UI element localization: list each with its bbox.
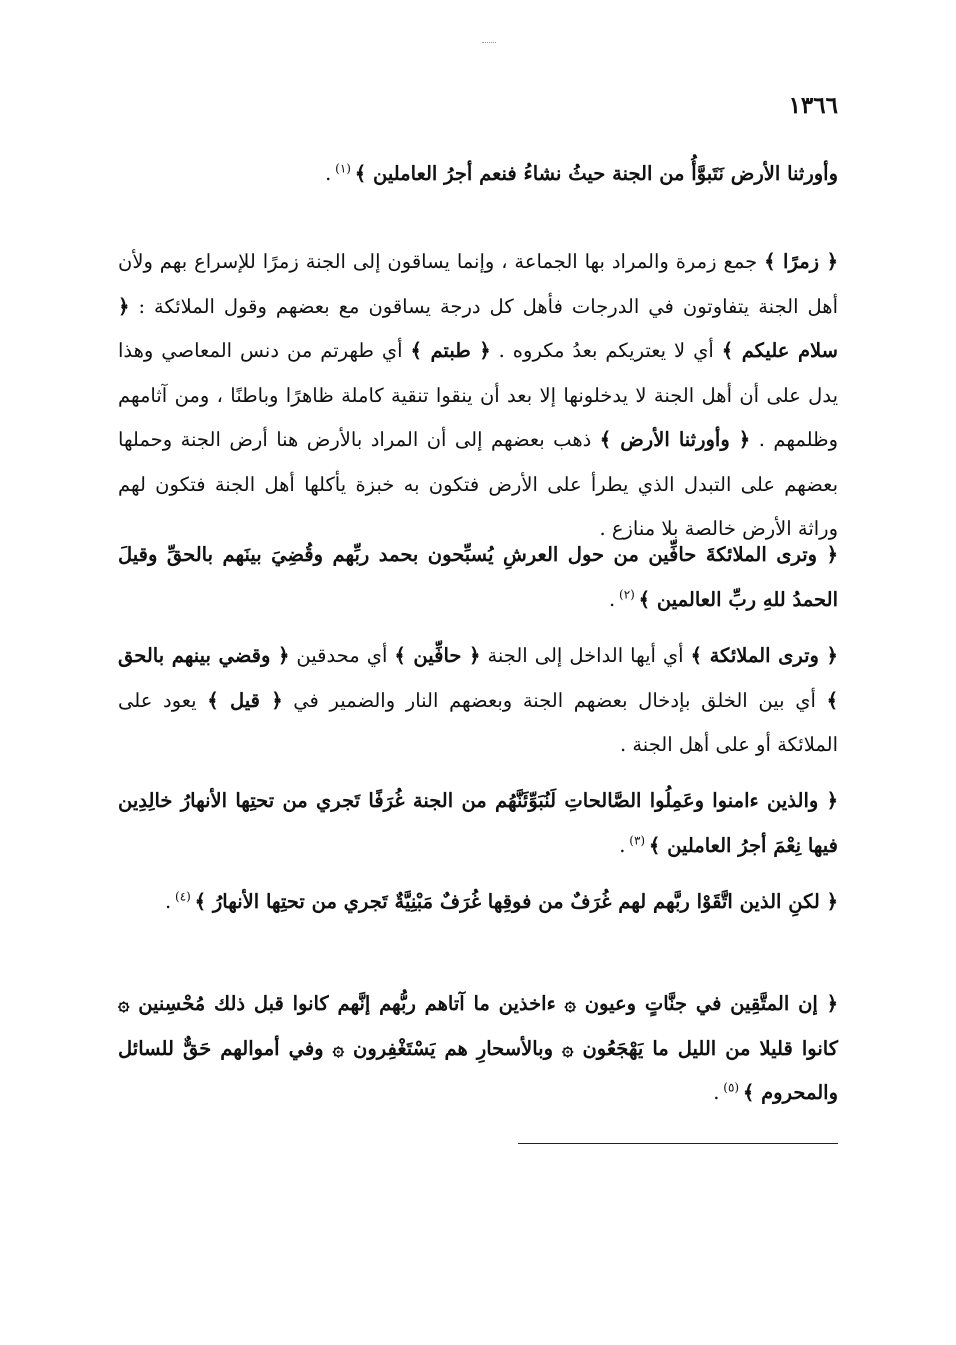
paragraph xyxy=(118,779,838,868)
quran-verse: ﴿ سلام عليكم ﴾ xyxy=(118,294,839,362)
commentary-text: يعود على الملائكة أو على أهل الجنة . xyxy=(118,688,838,756)
quran-verse: ﴿ لكنِ الذين اتَّقَوْا ربَّهم لهم غُرَفٌ من فوقِها غُرَفٌ مَبْنِيَّةٌ تَجري من تحتِها الأنهارُ ﴾ xyxy=(194,890,838,913)
commentary-text: . xyxy=(713,1081,720,1104)
quran-verse: ﴿ قيل ﴾ xyxy=(207,688,283,712)
footnote-reference: (٣) xyxy=(625,833,649,847)
quran-verse: ﴿ وترى الملائكة ﴾ xyxy=(690,644,838,667)
paragraph xyxy=(118,533,838,622)
commentary-text: أي أيها الداخل إلى الجنة xyxy=(480,644,691,667)
commentary-text: ذهب بعضهم إلى أن المراد بالأرض هنا أرض الجنة وحملها بعضهم على التبدل الذي يطرأ على الأرض فتكون به خبزة يأكلها أهل الجنة فتكون لهم وراثة الأرض خالصة بلا منازع . xyxy=(118,428,838,540)
commentary-text: أي محدقين xyxy=(289,644,395,667)
page-number: ١٣٦٦ xyxy=(788,92,838,119)
quran-verse: ﴿ حافِّين ﴾ xyxy=(394,644,481,667)
quran-verse: ﴿ وترى الملائكةَ حافِّين من حول العرشِ يُسبِّحون بحمد ربِّهم وقُضِيَ بينَهم بالحقِّ وقيلَ الحمدُ للهِ ربِّ العالمين ﴾ xyxy=(118,543,838,611)
commentary-text: جمع زمرة والمراد بها الجماعة ، وإنما يساقون إلى الجنة زمرًا للإسراع بهم ولأن أهل الجنة يتفاوتون في الدرجات فأهل كل درجة يساقون مع بعضهم وقول الملائكة : xyxy=(118,250,838,318)
paragraph xyxy=(118,982,838,1116)
quran-verse: ﴿ وقضي بينهم بالحق ﴾ xyxy=(118,644,838,712)
footnote-reference: (٥) xyxy=(719,1080,743,1095)
commentary-text: . xyxy=(609,587,616,611)
quran-verse: ﴿ وأورثنا الأرض ﴾ xyxy=(599,428,751,451)
paragraph xyxy=(118,152,838,197)
quran-verse: ﴿ زمرًا ﴾ xyxy=(764,250,839,273)
commentary-text: أي لا يعتريكم بعدُ مكروه . xyxy=(490,339,722,362)
scan-mark xyxy=(482,42,496,45)
footnote-reference: (١) xyxy=(331,161,355,176)
quran-verse: وأورثنا الأرض نَتَبوَّأُ من الجنة حيثُ نشاءُ فنعم أجرُ العاملين ﴾ xyxy=(354,162,838,185)
paragraph xyxy=(118,634,838,768)
footnote-reference: (٢) xyxy=(615,587,639,601)
footnote-reference: (٤) xyxy=(171,889,195,904)
commentary-text: . xyxy=(165,890,172,913)
commentary-text: أي طهرتم من دنس المعاصي وهذا يدل على أن أهل الجنة لا يدخلونها إلا بعد أن ينقوا تنقية كاملة ظاهرًا وباطنًا ، ومن آثامهم وظلمهم . xyxy=(118,339,838,451)
quran-verse: ﴿ والذين ءامنوا وعَمِلُوا الصَّالحاتِ لَنُبَوِّئَنَّهُم من الجنة غُرَفًا تَجري من تحتِها الأنهارُ خالِدِين فيها نِعْمَ أجرُ العاملين ﴾ xyxy=(118,789,838,857)
commentary-text: أي بين الخلق بإدخال بعضهم الجنة وبعضهم النار والضمير في xyxy=(282,688,827,712)
commentary-text: . xyxy=(325,162,332,185)
footnote-divider xyxy=(518,1143,838,1144)
paragraph xyxy=(118,880,838,925)
quran-verse: ﴿ إن المتَّقِين في جنَّاتٍ وعيون ۞ ءاخذين ما آتاهم ربُّهم إنَّهم كانوا قبل ذلك مُحْسِنين ۞ كانوا قليلا من الليل ما يَهْجَعُون ۞ وبالأسحارِ هم يَسْتَغْفِرون ۞ وفي أموالهم حَقٌّ للسائل والمحروم ﴾ xyxy=(118,992,838,1104)
paragraph xyxy=(118,240,838,552)
commentary-text: . xyxy=(619,833,626,857)
quran-verse: ﴿ طبتم ﴾ xyxy=(410,339,491,362)
